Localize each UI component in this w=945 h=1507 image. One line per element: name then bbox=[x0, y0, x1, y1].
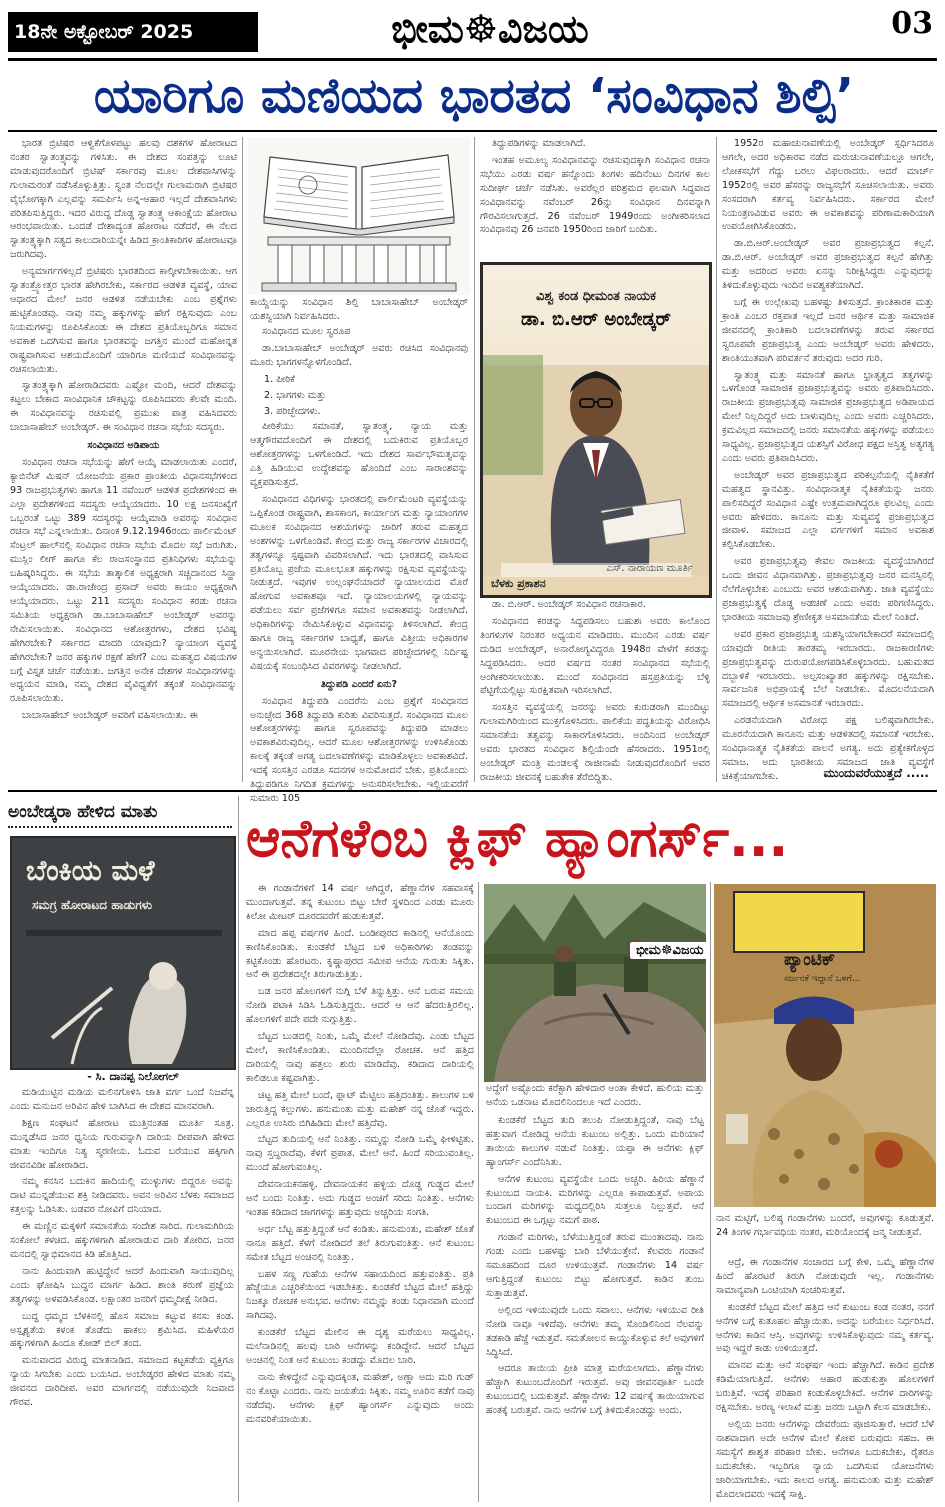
list-item: 1. ಪೀಠಿಕೆ bbox=[264, 373, 295, 385]
open-book-icon bbox=[248, 137, 470, 295]
column-divider bbox=[238, 796, 239, 1502]
paragraph: ಪೀಠಿಕೆಯು ಸಮಾನತೆ, ಸ್ವಾತಂತ್ರ್ಯ, ನ್ಯಾಯ ಮತ್ತು ಆತ್ಮಗೌರವದೊಂದಿಗೆ ಈ ದೇಶದಲ್ಲಿ ಬದುಕಿರುವ ಪ್ರತಿಯೊಬ್ಬರ ಆಶೋತ್ತರಗಳನ್ನು ಒಳಗೊಂಡಿದೆ. ಇದು ದೇಶದ ಸಾರ್ವಭೌಮತ್ವವನ್ನು ಎತ್ತಿ ಹಿಡಿಯುವ ಉದ್ದೇಶವನ್ನು ಹೊಂದಿದೆ ಎಂಬ ಸಾರಾಂಶವನ್ನು ವ್ಯಕ್ತಪಡಿಸುತ್ತದೆ. bbox=[250, 421, 468, 489]
elephant-photo-illustration bbox=[484, 884, 706, 1082]
lead-column-3-top bbox=[480, 137, 710, 261]
paragraph: ಆನೆಗಳ ಕುಟುಂಬ ವ್ಯವಸ್ಥೆಯೇ ಒಂದು ಅಚ್ಚರಿ. ಹಿರಿಯ ಹೆಣ್ಣಾನೆ ಕುಟುಂಬದ ನಾಯಕಿ. ಮರಿಗಳನ್ನು ಎಲ್ಲರೂ ಕಾಪಾಡುತ್ತವೆ. ಅಪಾಯ ಬಂದಾಗ ಮರಿಗಳನ್ನು ಮಧ್ಯದಲ್ಲಿರಿಸಿ ಸುತ್ತಲೂ ನಿಲ್ಲುತ್ತವೆ. ಆನೆ ಕುಟುಂಬದ ಈ ಒಗ್ಗಟ್ಟು ನಮಗೆ ಪಾಠ. bbox=[486, 1173, 704, 1227]
quote-body bbox=[10, 1086, 234, 1501]
paragraph: ನಮ್ಮ ಕನಸಿನ ಬದುಕಿನ ಹಾದಿಯಲ್ಲಿ ಮುಳ್ಳುಗಳು ಬಿದ್ದರೂ ಅವನ್ನು ದಾಟಿ ಮುನ್ನಡೆಯುವ ಶಕ್ತಿ ನೀಡಿದವರು. ಅವನ ಅರಿವಿನ ಬೆಳಕು ಸಮಾಜದ ಕತ್ತಲನ್ನು ಓಡಿಸಿತು. ಬಡವರ ನೋವಿಗೆ ದನಿಯಾದ. bbox=[10, 1176, 234, 1216]
poster-tagline: ಸರ್ಜನಕೆ ಇದ್ದಾನೆ ಒಳಗೆ... bbox=[784, 974, 861, 984]
paragraph: ಸಂವಿಧಾನ ರಚನಾ ಸಭೆಯನ್ನು ಹೇಗೆ ಆಯ್ಕೆ ಮಾಡಲಾಯಿತು ಎಂದರೆ, ಕ್ಯಾಬಿನೆಟ್ ಮಿಷನ್ ಯೋಜನೆಯ ಪ್ರಕಾರ ಪ್ರಾಂತೀಯ ವಿಧಾನಸಭೆಗಳಿಂದ 93 ರಾಜಪ್ರಭುತ್ವಗಳು ಹಾಗೂ 11 ನವೆಂಬರ್ ಆಡಳಿತ ಪ್ರದೇಶಗಳಿಂದ ಈ ಎಲ್ಲಾ ಪ್ರದೇಶಗಳಿಂದ ಸದಸ್ಯರು ಆಯ್ಕೆಯಾದರು. 10 ಲಕ್ಷ ಜನಸಂಖ್ಯೆಗೆ ಒಬ್ಬರಂತೆ ಒಟ್ಟು 389 ಸದಸ್ಯರನ್ನು ಆಯ್ಕೆಮಾಡಿ ಅವರನ್ನು ಸಂವಿಧಾನ ರಚನಾ ಸಭೆ ಎನ್ನಲಾಯಿತು. ದಿನಾಂಕ 9.12.1946ರಂದು ಪಾರ್ಲಿಮೆಂಟ್ ಸೆಂಟ್ರಲ್ ಹಾಲ್‌ನಲ್ಲಿ ಸಂವಿಧಾನ ರಚನಾ ಸಭೆಯ ಮೊದಲ ಸಭೆ ಜರುಗಿತು. ಮುಸ್ಲಿಂ ಲೀಗ್ ಹಾಗೂ ಕೆಲ ರಾಜಸಂಸ್ಥಾನದ ಪ್ರತಿನಿಧಿಗಳು ಸಭೆಯನ್ನು ಬಹಿಷ್ಕರಿಸಿದ್ದರು. ಈ ಸಭೆಯ ತಾತ್ಕಾಲಿಕ ಅಧ್ಯಕ್ಷರಾಗಿ ಸಚ್ಚಿದಾನಂದ ಸಿನ್ಹಾ ಆಯ್ಕೆಯಾದರು. ಡಾ.ರಾಜೇಂದ್ರ ಪ್ರಸಾದ್ ಅವರು ಕಾಯಂ ಅಧ್ಯಕ್ಷರಾಗಿ ಆಯ್ಕೆಯಾದರು. ಒಟ್ಟು 211 ಸದಸ್ಯರು ಸಂವಿಧಾನ ಕರಡು ರಚನಾ ಸಮಿತಿಯ ಅಧ್ಯಕ್ಷರಾಗಿ ಡಾ.ಬಾಬಾಸಾಹೇಬ್ ಅಂಬೇಡ್ಕರ್ ಅವರನ್ನು ನೇಮಿಸಲಾಯಿತು. ಸಂವಿಧಾನದ ಆಶೋತ್ತರಗಳು, ದೇಶದ ಭವಿಷ್ಯ ಹೇಗಿರಬೇಕು? ಸರ್ಕಾರದ ಮಾದರಿ ಯಾವುದು? ನ್ಯಾಯಾಂಗ ವ್ಯವಸ್ಥೆ ಹೇಗಿರಬೇಕು? ಜನರ ಹಕ್ಕುಗಳ ರಕ್ಷಣೆ ಹೇಗೆ? ಎಂಬ ಮಹತ್ವದ ವಿಷಯಗಳ ಬಗ್ಗೆ ವಿಸ್ತೃತ ಚರ್ಚೆ ನಡೆಯಿತು. ಜಗತ್ತಿನ ಅನೇಕ ದೇಶಗಳ ಸಂವಿಧಾನಗಳನ್ನು ಅಧ್ಯಯನ ಮಾಡಿ, ನಮ್ಮ ದೇಶದ ವೈವಿಧ್ಯತೆಗೆ ತಕ್ಕಂತೆ ಸಂವಿಧಾನವನ್ನು ರೂಪಿಸಲಾಯಿತು. bbox=[10, 456, 237, 705]
section-rule bbox=[8, 790, 937, 792]
paragraph: ಡಾ.ಬಿ.ಆರ್.ಅಂಬೇಡ್ಕರ್ ಅವರ ಪ್ರಜಾಪ್ರಭುತ್ವದ ಕಲ್ಪನೆ. ಡಾ.ಬಿ.ಆರ್. ಅಂಬೇಡ್ಕರ್ ಅವರ ಪ್ರಜಾಪ್ರಭುತ್ವದ ಕಲ್ಪನೆ ಹೇಗಿತ್ತು ಮತ್ತು ಅದರಿಂದ ಅವರು ಏನನ್ನು ನಿರೀಕ್ಷಿಸಿದ್ದರು ಎನ್ನುವುದನ್ನು ತಿಳಿದುಕೊಳ್ಳುವುದು ಇಂದಿನ ಅವಶ್ಯಕತೆಯಾಗಿದೆ. bbox=[722, 238, 934, 292]
paragraph: ಬುದ್ಧ ಧಮ್ಮದ ಬೆಳಕಿನಲ್ಲಿ ಹೊಸ ಸಮಾಜ ಕಟ್ಟುವ ಕನಸು ಕಂಡ. ಅಸ್ಪೃಶ್ಯತೆಯ ಕಳಂಕ ತೊಡೆದು ಹಾಕಲು ಶ್ರಮಿಸಿದ. ಮಹಿಳೆಯರ ಹಕ್ಕುಗಳಿಗಾಗಿ ಹಿಂದೂ ಕೋಡ್ ಬಿಲ್ ತಂದ. bbox=[10, 1310, 234, 1350]
paragraph: ತಿದ್ದುಪಡಿಗಳನ್ನು ಮಾಡಲಾಗಿದೆ. bbox=[492, 138, 586, 149]
paragraph: ಕುಂಡಕೆರೆ ಬೆಟ್ಟದ ಮೇಲೆ ಹತ್ತಿದ ಆನೆ ಕುಟುಂಬ ಕಂಡ ನಂತರ, ನನಗೆ ಆನೆಗಳ ಬಗ್ಗೆ ಕುತೂಹಲ ಹೆಚ್ಚಾಯಿತು. ಅದನ್ನು ಬರೆಯಲು ನಿರ್ಧರಿಸಿದೆ. ಆನೆಗಳು ಕಾಡಿನ ಆಸ್ತಿ. ಅವುಗಳನ್ನು ಉಳಿಸಿಕೊಳ್ಳುವುದು ನಮ್ಮ ಕರ್ತವ್ಯ. ಅವು ಇದ್ದರೆ ಕಾಡು ಉಳಿಯುತ್ತದೆ. bbox=[716, 1301, 934, 1355]
feature-column-2 bbox=[486, 1114, 704, 1502]
book-cover-title: ಬೆಂಕಿಯ ಮಳೆ bbox=[26, 854, 155, 887]
lead-column-1 bbox=[10, 137, 237, 782]
paragraph: ಸ್ವಾತಂತ್ರ್ಯ ಮತ್ತು ಸಮಾನತೆ ಹಾಗೂ ಭ್ರಾತೃತ್ವದ ತತ್ವಗಳನ್ನು ಒಳಗೊಂಡ ಸಾಮಾಜಿಕ ಪ್ರಜಾಪ್ರಭುತ್ವವನ್ನು ಅವರು ಪ್ರತಿಪಾದಿಸಿದರು. ರಾಜಕೀಯ ಪ್ರಜಾಪ್ರಭುತ್ವವು ಸಾಮಾಜಿಕ ಪ್ರಜಾಪ್ರಭುತ್ವದ ಅಡಿಪಾಯದ ಮೇಲೆ ನಿಲ್ಲದಿದ್ದರೆ ಅದು ಬಾಳುವುದಿಲ್ಲ ಎಂದು ಅವರು ಎಚ್ಚರಿಸಿದರು. ಕ್ರಮವಿಲ್ಲದ ಸಮಾಜದಲ್ಲಿ ಜನರು ಸಮಾನತೆಯ ಹಕ್ಕುಗಳನ್ನು ಪಡೆಯಲು ಸಾಧ್ಯವಿಲ್ಲ. ಪ್ರಜಾಪ್ರಭುತ್ವದ ಯಶಸ್ಸಿಗೆ ವಿರೋಧ ಪಕ್ಷದ ಅಸ್ತಿತ್ವ ಅತ್ಯಗತ್ಯ ಎಂದು ಅವರು ಪ್ರತಿಪಾದಿಸಿದರು. bbox=[722, 369, 934, 464]
cover-name: ಡಾ. ಬಿ.ಆರ್ ಅಂಬೇಡ್ಕರ್ bbox=[521, 309, 671, 330]
paragraph: ಅನ್ಯಮಾರ್ಗಗಳಿಲ್ಲದೆ ಬ್ರಿಟಿಷರು ಭಾರತದಿಂದ ಕಾಲ್ಕೀಳಬೇಕಾಯಿತು. ಆಗ ಸ್ವಾತಂತ್ರ್ಯೋತ್ತರ ಭಾರತ ಹೇಗಿರಬೇಕು, ಸರ್ಕಾರದ ಆಡಳಿತ ವ್ಯವಸ್ಥೆ, ಯಾವ ಆಧಾರದ ಮೇಲೆ ಜನರ ಆಡಳಿತ ನಡೆಯಬೇಕು ಎಂಬ ಪ್ರಶ್ನೆಗಳು ಹುಟ್ಟಿಕೊಂಡವು. ನಾವು ನಮ್ಮ ಹಕ್ಕುಗಳನ್ನು ಹೇಗೆ ರಕ್ಷಿಸುವುದು ಎಂಬ ನಿಯಮಗಳನ್ನು ರೂಪಿಸಿಕೊಂಡು ಈ ದೇಶದ ಪ್ರತಿಯೊಬ್ಬರಿಗೂ ಸಮಾನ ಅವಕಾಶ ಒದಗಿಸುವ ಹಾಗೂ ಭಾರತವನ್ನು ಜಗತ್ತಿನ ಮುಂದೆ ಮಹೋನ್ನತ ರಾಷ್ಟ್ರವಾಗಿಸುವ ಆಶಯದೊಂದಿಗೆ ಯಾರಿಗೂ ಮಣಿಯದೆ ಸಂವಿಧಾನವನ್ನು ರಚಿಸಲಾಯಿತು. bbox=[10, 266, 237, 375]
constitution-book-image bbox=[248, 137, 470, 295]
paragraph: ಬೆಟ್ಟದ ತುದಿಯಲ್ಲಿ ಆನೆ ನಿಂತಿತ್ತು. ನಮ್ಮನ್ನು ನೋಡಿ ಒಮ್ಮೆ ಘೀಳಿಟ್ಟಿತು. ನಾವು ಸ್ತಬ್ಧರಾದೆವು. ಕೆಳಗೆ ಪ್ರಪಾತ. ಮೇಲೆ ಆನೆ. ಹಿಂದೆ ಸರಿಯುವಂತಿಲ್ಲ. ಮುಂದೆ ಹೋಗುವಂತಿಲ್ಲ. bbox=[246, 1134, 474, 1174]
poster-caption: ನಾನ ಮಟ್ಟಿಗೆ, ಬಲಿಷ್ಠ ಗಂಡಾನೆಗಳು ಬಂದರೆ, ಅವುಗಳನ್ನು ಕೂಡುತ್ತವೆ. 24 ತಿಂಗಳ ಗರ್ಭಾವಧಿಯ ನಂತರ, ಮರಿಯೊಂದಕ್ಕೆ ಜನ್ಮ ನೀಡುತ್ತವೆ. bbox=[716, 1213, 934, 1238]
list-item: 2. ಭಾಗಗಳು ಮತ್ತು bbox=[264, 389, 326, 401]
benkiya-male-book-cover bbox=[10, 836, 236, 1070]
masthead bbox=[0, 0, 945, 58]
continued-note: ಮುಂದುವರೆಯುತ್ತದೆ ..... bbox=[823, 766, 929, 780]
paragraph: ಈ ಮಣ್ಣಿನ ಮಕ್ಕಳಿಗೆ ಸಮಾನತೆಯ ಸಂದೇಶ ಸಾರಿದ. ಗುಲಾಮಗಿರಿಯ ಸಂಕೋಲೆ ಕಳಚಿದ. ಹಕ್ಕುಗಳಿಗಾಗಿ ಹೋರಾಡುವ ದಾರಿ ತೋರಿದ. ಜನರ ಮನದಲ್ಲಿ ಸ್ವಾಭಿಮಾನದ ಕಿಡಿ ಹೊತ್ತಿಸಿದ. bbox=[10, 1221, 234, 1260]
paragraph: ಸಂವಿಧಾನದ ಮೂಲ ಸ್ವರೂಪ bbox=[262, 326, 351, 337]
column-divider bbox=[710, 882, 711, 1502]
movie-poster-image bbox=[714, 884, 936, 1207]
cover-publisher: ಬೆಳಕು ಪ್ರಕಾಶನ bbox=[491, 577, 546, 590]
paragraph: ಮನುವಾದದ ವಿರುದ್ಧ ಮಾತನಾಡಿದ. ಸಮಾಜದ ಕಟ್ಟಕಡೆಯ ವ್ಯಕ್ತಿಗೂ ನ್ಯಾಯ ಸಿಗಬೇಕು ಎಂದು ಬಯಸಿದ. ಅಂಬೇಡ್ಕರರ ಹೇಳಿದ ಮಾತು ನಮ್ಮ ಜೀವನದ ದಾರಿದೀಪ. ಅವರ ಮಾರ್ಗದಲ್ಲಿ ನಡೆಯುವುದೇ ನಿಜವಾದ ಗೌರವ. bbox=[10, 1355, 234, 1409]
paragraph: ಅರ್ಧ ಬೆಟ್ಟ ಹತ್ತುತ್ತಿದ್ದಂತೆ ಆನೆ ಕಂಡಿತು. ಹನುಮಂತು, ಮಹೇಶ್ ಜೊತೆ ನಾನೂ ಹತ್ತಿದೆ. ಕೆಳಗೆ ನೋಡಿದರೆ ತಲೆ ತಿರುಗುವಂತಿತ್ತು. ಆನೆ ಕುಟುಂಬ ಸಮೇತ ಬೆಟ್ಟದ ಅಂಚಿನಲ್ಲಿ ನಿಂತಿತ್ತು. bbox=[246, 1223, 474, 1263]
paragraph: ದೇವನಾಯಕನಹಳ್ಳಿ. ದೇವನಾಯಕನ ಹಳ್ಳಿಯ ದೊಡ್ಡ ಗುಡ್ಡದ ಮೇಲೆ ಆನೆ ಬಂದು ನಿಂತಿತ್ತು. ಅದು ಗುಡ್ಡದ ಅಂಚಿಗೆ ಸರಿದು ನಿಂತಿತ್ತು. ಆನೆಗಳು ಇಂತಹ ಕಡಿದಾದ ಜಾಗಗಳನ್ನು ಹತ್ತುವುದು ಅಚ್ಚರಿಯ ಸಂಗತಿ. bbox=[246, 1179, 474, 1218]
elephant-patrol-photo bbox=[484, 884, 706, 1082]
paragraph: ಬಗ್ಗೆ ಈ ಉಲ್ಲೇಖವು ಬಹಳಷ್ಟು ತಿಳಿಸುತ್ತದೆ. ಕ್ರಾಂತಿಕಾರಕ ಮತ್ತು ಕ್ರಾಂತಿ ಎಂಬರ ರಕ್ತಪಾತ ಇಲ್ಲದೆ ಜನರ ಆರ್ಥಿಕ ಮತ್ತು ಸಾಮಾಜಿಕ ಜೀವನದಲ್ಲಿ ಕ್ರಾಂತಿಕಾರಿ ಬದಲಾವಣೆಗಳನ್ನು ತರುವ ಸರ್ಕಾರದ ಸ್ವರೂಪವೇ ಪ್ರಜಾಪ್ರಭುತ್ವ ಎಂದು ಅಂಬೇಡ್ಕರ್ ಅವರು ಹೇಳಿದರು. ಶಾಂತಿಯುತವಾಗಿ ಪರಿವರ್ತನೆ ತರುವುದು ಅದರ ಗುರಿ. bbox=[722, 296, 934, 364]
paragraph: ಅವರ ಪ್ರಕಾರ ಪ್ರಜಾಪ್ರಭುತ್ವ ಯಶಸ್ವಿಯಾಗಬೇಕಾದರೆ ಸಮಾಜದಲ್ಲಿ ಯಾವುದೇ ರೀತಿಯ ತಾರತಮ್ಯ ಇರಬಾರದು. ರಾಜಕಾರಣಿಗಳು ಪ್ರಜಾಪ್ರಭುತ್ವವನ್ನು ದುರುಪಯೋಗಪಡಿಸಿಕೊಳ್ಳಬಾರದು. ಬಹುಮತದ ದಬ್ಬಾಳಿಕೆ ಇರಬಾರದು. ಅಲ್ಪಸಂಖ್ಯಾತರ ಹಕ್ಕುಗಳನ್ನು ರಕ್ಷಿಸಬೇಕು. ಸಾರ್ವಜನಿಕ ಅಭಿಪ್ರಾಯಕ್ಕೆ ಬೆಲೆ ನೀಡಬೇಕು. ಮೊದಲನೆಯದಾಗಿ ಸಮಾಜದಲ್ಲಿ ಆರ್ಥಿಕ ಅಸಮಾನತೆ ಇರಬಾರದು. bbox=[722, 628, 934, 710]
page-number: 03 bbox=[891, 6, 933, 41]
column-divider bbox=[474, 137, 475, 782]
paragraph: ಅಲ್ಲಿಯ ಜನರು ಆನೆಗಳನ್ನು ದೇವರೆಂದು ಪೂಜಿಸುತ್ತಾರೆ. ಆದರೆ ಬೆಳೆ ನಾಶವಾದಾಗ ಅದೇ ಆನೆಗಳ ಮೇಲೆ ಕೋಪ ಬರುವುದು ಸಹಜ. ಈ ಸಮಸ್ಯೆಗೆ ಶಾಶ್ವತ ಪರಿಹಾರ ಬೇಕು. ಆನೆಗಳೂ ಬದುಕಬೇಕು, ರೈತರೂ ಬದುಕಬೇಕು. ಇಬ್ಬರಿಗೂ ನ್ಯಾಯ ಒದಗಿಸುವ ಯೋಜನೆಗಳು ಜಾರಿಯಾಗಬೇಕು. ಇದು ಕಾಲದ ಅಗತ್ಯ. ಹನುಮಂತು ಮತ್ತು ಮಹೇಶ್ ಮೊದಲಾದವರು ಇದಕ್ಕೆ ಸಾಕ್ಷಿ. bbox=[716, 1418, 934, 1500]
paragraph: ಭಾರತ ಬ್ರಿಟಿಷರ ಆಳ್ವಿಕೆಗೊಳಪಟ್ಟು ಹಲವು ದಶಕಗಳ ಹೋರಾಟದ ನಂತರ ಸ್ವಾತಂತ್ರ್ಯವನ್ನು ಗಳಿಸಿತು. ಈ ದೇಶದ ಸಂಪತ್ತನ್ನು ಲೂಟಿ ಮಾಡುವುದರೊಂದಿಗೆ ಬ್ರಿಟಿಷ್ ಸರ್ಕಾರವು ಮೂಲ ದೇಶವಾಸಿಗಳನ್ನು ಗುಲಾಮರಂತೆ ನಡೆಸಿಕೊಳ್ಳುತ್ತಿತ್ತು. ಸ್ವಂತ ನೆಲದಲ್ಲೇ ಗುಲಾಮರಾಗಿ ಬ್ರಿಟಿಷರ ವೈಭೋಗಕ್ಕಾಗಿ ಎಲ್ಲವನ್ನು ಸಮರ್ಪಿಸಿ ಅನ್ನ-ಆಹಾರ ಇಲ್ಲದೆ ದೇಶವಾಸಿಗಳು ಪರಿತಪಿಸುತ್ತಿದ್ದರು. ಇದರ ವಿರುದ್ಧ ದೊಡ್ಡ ಸ್ವಾತಂತ್ರ್ಯ ಆಕಾಂಕ್ಷೆಯ ಹೋರಾಟ ಆರಂಭವಾಯಿತು. ಒಂದಡೆ ದೇಶಾದ್ಯಂತ ಹೋರಾಟ ನಡೆದರೆ, ಈ ನೆಲದ ಸ್ವಾತಂತ್ರ್ಯಕ್ಕಾಗಿ ಸತ್ಯದ ಕಾಲುದಾರಿಯನ್ನೇ ಹಿಡಿದ ಕ್ರಾಂತಿಕಾರಿಗಳ ಹೋರಾಟವೂ ಜರುಗಿದವು. bbox=[10, 138, 237, 261]
paragraph: ಶಿಕ್ಷಣ ಸಂಘಟನೆ ಹೋರಾಟ ಮುತ್ತಿನಂತಹ ಮೂರ್ತಿ ಸೂತ್ರ. ಮುನ್ನಡೆಸಿದ ಜನರ ಧ್ವನಿಯ ಗುರುವನ್ನಾಗಿ ದಾರಿಯ ದೀಪವಾಗಿ ಹೇಳಿದ ಮಾತು ಇಂದಿಗೂ ನಿತ್ಯ ಸ್ಮರಣೀಯ. ಓದುವ ಬರೆಯುವ ಹಕ್ಕಿಗಾಗಿ ಜೀವನವಿಡೀ ಹೋರಾಡಿದ. bbox=[10, 1117, 234, 1171]
column-divider bbox=[716, 137, 717, 782]
headline-rule bbox=[8, 130, 937, 132]
lead-column-3-bottom bbox=[480, 598, 710, 782]
paragraph: ಬಡ ಜನರ ಹೊಲಗಳಿಗೆ ನುಗ್ಗಿ ಬೆಳೆ ತಿನ್ನುತ್ತಿತ್ತು. ಆನೆ ಬರುವ ಸಮಯ ನೋಡಿ ಪಟಾಕಿ ಸಿಡಿಸಿ ಓಡಿಸುತ್ತಿದ್ದರು. ಆದರೆ ಆ ಆನೆ ಹೆದರುತ್ತಿರಲಿಲ್ಲ. ಹೊಲಗಳಿಗೆ ಪದೇ ಪದೇ ನುಗ್ಗುತ್ತಿತ್ತು. bbox=[246, 986, 474, 1026]
paragraph: ಮಾನವ ಮತ್ತು ಆನೆ ಸಂಘರ್ಷ ಇಂದು ಹೆಚ್ಚಾಗಿದೆ. ಕಾಡಿನ ಪ್ರದೇಶ ಕಡಿಮೆಯಾಗುತ್ತಿದೆ. ಆನೆಗಳು ಆಹಾರ ಹುಡುಕುತ್ತಾ ಹೊಲಗಳಿಗೆ ಬರುತ್ತಿವೆ. ಇದಕ್ಕೆ ಪರಿಹಾರ ಕಂಡುಕೊಳ್ಳಬೇಕಿದೆ. ಆನೆಗಳ ದಾರಿಗಳನ್ನು ರಕ್ಷಿಸಬೇಕು. ಅರಣ್ಯ ಇಲಾಖೆ ಮತ್ತು ಜನರು ಒಟ್ಟಾಗಿ ಕೆಲಸ ಮಾಡಬೇಕು. bbox=[716, 1360, 934, 1414]
paragraph: ಕುಂಡಕೆರೆ ಬೆಟ್ಟದ ತುದಿ ತಲುಪಿ ನೋಡುತ್ತಿದ್ದಂತೆ, ನಾವು ಬೆಟ್ಟ ಹತ್ತುವಾಗ ನೋಡಿದ್ದ ಆನೆಯ ಕುಟುಂಬ ಅಲ್ಲಿತ್ತು. ಒಂದು ಮರಿಯಾನೆ ತಾಯಿಯ ಕಾಲುಗಳ ನಡುವೆ ನಿಂತಿತ್ತು. ಯಪ್ಪಾ ಈ ಆನೆಗಳು ಕ್ಲಿಫ್ ಹ್ಯಾಂಗರ್ಸ್ ಎಂದೆನಿಸಿತು. bbox=[486, 1115, 704, 1168]
paragraph: 1952ರ ಮಹಾಚುನಾವಣೆಯಲ್ಲಿ ಅಂಬೇಡ್ಕರ್ ಸ್ಪರ್ಧಿಸಿದರೂ ಆಗಲೇ, ಅದರ ಅಧಿಕಾರವ ನಡೆದ ಮರುಚುನಾವಣೆಯಲ್ಲೂ ಆಗಲೇ, ಲೋಕಸಭೆಗೆ ಗೆದ್ದು ಬರಲು ವಿಫಲರಾದರು. ಆದರೆ ಮಾರ್ಚ್ 1952ರಲ್ಲಿ ಅವರ ಹೆಸರನ್ನು ರಾಜ್ಯಸಭೆಗೆ ಸೂಚಿಸಲಾಯಿತು. ಅವರು ಸಂಸದರಾಗಿ ಕರ್ತವ್ಯ ನಿರ್ವಹಿಸಿದರು. ಸರ್ಕಾರದ ಮೇಲೆ ನಿಯಂತ್ರಣವಿಡುವ ಅವರು ಈ ಅವಕಾಶವನ್ನು ಪರಿಣಾಮಕಾರಿಯಾಗಿ ಉಪಯೋಗಿಸಿಕೊಂಡರು. bbox=[722, 138, 934, 233]
paragraph: ಅವರ ಪ್ರಜಾಪ್ರಭುತ್ವವು ಕೇವಲ ರಾಜಕೀಯ ವ್ಯವಸ್ಥೆಯಾಗಿರದೆ ಒಂದು ಜೀವನ ವಿಧಾನವಾಗಿತ್ತು. ಪ್ರಜಾಪ್ರಭುತ್ವವು ಜನರ ಮನಸ್ಸಿನಲ್ಲಿ ನೆಲೆಗೊಳ್ಳಬೇಕು ಎಂಬುದು ಅವರ ಆಶಯವಾಗಿತ್ತು. ಜಾತಿ ವ್ಯವಸ್ಥೆಯು ಪ್ರಜಾಪ್ರಭುತ್ವಕ್ಕೆ ದೊಡ್ಡ ಅಡಚಣೆ ಎಂದು ಅವರು ಪರಿಗಣಿಸಿದ್ದರು. ಭಾರತೀಯ ಸಮಾಜವು ಶ್ರೇಣೀಕೃತ ಅಸಮಾನತೆಯ ಮೇಲೆ ನಿಂತಿದೆ. bbox=[722, 556, 934, 623]
paragraph: ಗಂಡಾನೆ ಮರಿಗಳು, ಬೆಳೆಯುತ್ತಿದ್ದಂತೆ ತರುವ ಮುಂತಾದವು. ನಾನು ಗಂಡು ಎಂದು ಬಹಳಷ್ಟು ಬಾರಿ ಬೆಳೆಯುತ್ತೇನೆ. ಕೆಲವರು ಗಂಡಾನೆ ಸಮೂಹದಿಂದ ದೂರ ಉಳಿಯುತ್ತವೆ. ಗಂಡಾನೆಗಳು 14 ವರ್ಷ ಆಗುತ್ತಿದ್ದಂತೆ ಕುಟುಂಬ ಬಿಟ್ಟು ಹೋಗುತ್ತವೆ. ಕಾಡಿನ ತುಂಬ ಸುತ್ತಾಡುತ್ತವೆ. bbox=[486, 1232, 704, 1299]
paragraph: ಸ್ವಾತಂತ್ರ್ಯಕ್ಕಾಗಿ ಹೋರಾಡಿದವರು ಎಷ್ಟೋ ಮಂದಿ, ಆದರೆ ದೇಶವನ್ನು ಕಟ್ಟಲು ಬೇಕಾದ ಸಾಂವಿಧಾನಿಕ ಚೌಕಟ್ಟನ್ನು ರೂಪಿಸಿದವರು ಕೆಲವೇ ಮಂದಿ. ಈ ಸಂವಿಧಾನವನ್ನು ರಚಿಸುವಲ್ಲಿ ಪ್ರಮುಖ ಪಾತ್ರ ವಹಿಸಿದವರು ಬಾಬಾಸಾಹೇಬ್ ಅಂಬೇಡ್ಕರ್. ಈ ಸಂವಿಧಾನ ರಚನಾ ಸಭೆಯ ಸದಸ್ಯರು. bbox=[10, 380, 237, 434]
paragraph: ಆದ್ರೆ, ಈ ಗಂಡಾನೆಗಳ ಸಂಚಾರದ ಬಗ್ಗೆ ಕೇಳಿ. ಒಮ್ಮೆ ಹೆಣ್ಣಾನೆಗಳ ಹಿಂದೆ ಹೊರಟರೆ ತಿರುಗಿ ನೋಡುವುದೇ ಇಲ್ಲ. ಗಂಡಾನೆಗಳು ಸಾಮಾನ್ಯವಾಗಿ ಒಂಟಿಯಾಗಿ ಸಂಚರಿಸುತ್ತವೆ. bbox=[716, 1257, 934, 1296]
paragraph: ಈ ಗಂಡಾನೆಗಳಿಗೆ 14 ವರ್ಷ ಆಗಿದ್ದರೆ, ಹೆಣ್ಣಾನೆಗಳ ಸಹವಾಸಕ್ಕೆ ಮುಂದಾಗುತ್ತವೆ. ತನ್ನ ಕುಟುಂಬ ಬಿಟ್ಟು ಬೇರೆ ಸ್ಥಳದಿಂದ ಎರಡು ಮೂರು ಕಿಲೋ ಮೀಟರ್ ದೂರದವರೆಗೆ ಹುಡುಕುತ್ತವೆ. bbox=[246, 883, 474, 922]
paragraph: ಇಂತಹ ಅಮೂಲ್ಯ ಸಂವಿಧಾನವನ್ನು ರಚಿಸುವುದಕ್ಕಾಗಿ ಸಂವಿಧಾನ ರಚನಾ ಸಭೆಯು ಎರಡು ವರ್ಷ ಹನ್ನೊಂದು ತಿಂಗಳು ಹದಿನೆಂಟು ದಿನಗಳ ಕಾಲ ಸುದೀರ್ಘ ಚರ್ಚೆ ನಡೆಸಿತು. ಅವರೆಲ್ಲರ ಪರಿಶ್ರಮದ ಫಲವಾಗಿ ಸಿದ್ಧವಾದ ಸಂವಿಧಾನವನ್ನು ನವೆಂಬರ್ 26ನ್ನು ಸಂವಿಧಾನ ದಿನವನ್ನಾಗಿ ಗೌರವಿಸಲಾಗುತ್ತದೆ. 26 ನವೆಂಬರ್ 1949ರಂದು ಅಂಗೀಕರಿಸಲಾದ ಸಂವಿಧಾನವು 26 ಜನವರಿ 1950ರಿಂದ ಜಾರಿಗೆ ಬಂದಿತು. bbox=[480, 154, 710, 236]
paragraph: ನಾನು ಕೇಳಿದ್ದೇನೆ ಎನ್ನುವುದಕ್ಕಿಂತ, ಮಹೇಶ್, ಅಣ್ಣಾ ಅದು ಮರಿ ಗುಡ್ ನಂ ಕೊಟ್ಟಾ ಎಂದರು. ನಾನು ಜಯತೆಯ ಸಿಕ್ಕಿತು. ನಮ್ಮ ಊರಿನ ಕಡೆಗೆ ನಾವು ನಡೆದೆವು. ಆನೆಗಳು ಕ್ಲಿಫ್ ಹ್ಯಾಂಗರ್ಸ್ ಎನ್ನುವುದು ಅಂದು ಮನವರಿಕೆಯಾಯಿತು. bbox=[246, 1371, 474, 1425]
masthead-rule bbox=[8, 58, 937, 61]
paragraph: ಡಾ. ಬಿ.ಆರ್. ಅಂಬೇಡ್ಕರ್ ಸಂವಿಧಾನ ರಚನಾಕಾರ. bbox=[492, 599, 646, 610]
feature-headline: ಆನೆಗಳೆಂಬ ಕ್ಲಿಫ್ ಹ್ಯಾಂಗರ್ಸ್... bbox=[246, 809, 789, 869]
book-cover-subtitle: ಸಮಗ್ರ ಹೋರಾಟದ ಹಾಡುಗಳು bbox=[32, 898, 153, 912]
paragraph: ಸಂಸತ್ತಿನ ವ್ಯವಸ್ಥೆಯಲ್ಲಿ ಜನರನ್ನು ಅವರು ಕುರುಡರಾಗಿ ಮುಂದಿಟ್ಟು ಗುಲಾಮಗಿರಿಯಿಂದ ಮುಕ್ತಗೊಳಿಸಿದರು. ಪಾಲಿಕೆಯ ಪದ್ಧತಿಯನ್ನು ವಿರೋಧಿಸಿ ಸಮಾನತೆಯ ತತ್ವವನ್ನು ಸಾಕಾರಗೊಳಿಸಿದರು. ಅಂದಿನಿಂದ ಅಂಬೇಡ್ಕರ್ ಅವರು ಭಾರತದ ಸಂವಿಧಾನ ಶಿಲ್ಪಿಯೆಂದೇ ಹೆಸರಾದರು. 1951ರಲ್ಲಿ ಅಂಬೇಡ್ಕರ್ ಮಂತ್ರಿ ಮಂಡಲಕ್ಕೆ ರಾಜೀನಾಮೆ ನೀಡುವುದರೊಂದಿಗೆ ಅವರ ರಾಜಕೀಯ ಜೀವನಕ್ಕೆ ಬಹುತೇಕ ತೆರೆಬಿದ್ದಿತು. bbox=[480, 702, 710, 783]
feature-column-1 bbox=[246, 882, 474, 1502]
cover-kicker: ವಿಶ್ವ ಕಂಡ ಧೀಮಂತ ನಾಯಕ bbox=[535, 289, 657, 304]
paragraph: ಬಹಳ ಸಣ್ಣ ಗುಹೆಯ ಆನೆಗಳ ಸಹಾಯದಿಂದ ಹತ್ತುವಂತಿತ್ತು. ಪ್ರತಿ ಹೆಜ್ಜೆಯೂ ಎಚ್ಚರಿಕೆಯಿಂದ ಇಡಬೇಕಿತ್ತು. ಕುಂಡಕೆರೆ ಬೆಟ್ಟದ ಮೇಲೆ ಹತ್ತಿದ್ದು ನಿಜಕ್ಕೂ ರೋಚಕ ಅನುಭವ. ಆನೆಗಳು ನಮ್ಮನ್ನು ಕಂಡು ನಿಧಾನವಾಗಿ ಮುಂದೆ ಸಾಗಿದವು. bbox=[246, 1268, 474, 1322]
photo-caption: ಅದ್ದೇಗೆ ಅಷ್ಟೊಂದು ಕರೆಕ್ಟಾಗಿ ಹೇಳಿದಾರ ಅಂತಾ ಕೇಳಿದೆ. ಹುಲಿಯ ಮತ್ತು ಆನೆಯ ಒಡನಾಟ ಮೊದಲಿನಿಂದಲೂ ಇದೆ ಎಂದರು. bbox=[486, 1083, 704, 1108]
cover-author: ಎಸ್. ನಾರಾಯಣ ಮೂರ್ತಿ bbox=[606, 563, 693, 574]
lead-headline: ಯಾರಿಗೂ ಮಣಿಯದ ಭಾರತದ ‘ಸಂವಿಧಾನ ಶಿಲ್ಪಿ’ bbox=[93, 68, 855, 124]
quote-author: - ಸಿ. ದಾನಪ್ಪ ನಿಲೋಗಲ್ bbox=[87, 1070, 179, 1083]
paragraph: ಡಾ.ಬಾಬಾಸಾಹೇಬ್ ಅಂಬೇಡ್ಕರ್ ಅವರು ರಚಿಸಿದ ಸಂವಿಧಾನವು ಮೂರು ಭಾಗಗಳನ್ನೊಳಗೊಂಡಿದೆ. bbox=[250, 342, 468, 368]
ambedkar-book-cover bbox=[480, 262, 712, 598]
subheading: ಸಂವಿಧಾನದ ಅಡಿಪಾಯ bbox=[87, 440, 160, 452]
paragraph: ಅಲ್ಲಿಂದ ಇಳಿಯುವುದೇ ಒಂದು ಸವಾಲು. ಆನೆಗಳು ಇಳಿಯುವ ರೀತಿ ನೋಡಿ ನಾವೂ ಇಳಿದೆವು. ಆನೆಗಳು ತಮ್ಮ ಸೊಂಡಿಲಿನಿಂದ ನೆಲವನ್ನು ತಡಕಾಡಿ ಹೆಜ್ಜೆ ಇಡುತ್ತವೆ. ಸಮತೋಲನ ಕಾಯ್ದುಕೊಳ್ಳುವ ಕಲೆ ಅವುಗಳಿಗೆ ಸಿದ್ಧಿಸಿದೆ. bbox=[486, 1304, 704, 1358]
paragraph: ಮಾದ ಹಪ್ಪ ವರ್ಷಗಳ ಹಿಂದೆ. ಬಂಡೀಪುರದ ಕಾಡಿನಲ್ಲಿ ಆನೆಯೊಂದು ಕಾಣಿಸಿಕೊಂಡಿತು. ಕುಂಡಕೆರೆ ಬೆಟ್ಟದ ಬಳಿ ಅಧಿಕಾರಿಗಳು ತಂಡವನ್ನು ಕಟ್ಟಿಕೊಂಡು ಹೊರಟರು. ಕೃಷ್ಣಾಪುರದ ಸಮೀಪ ಆನೆಯ ಗುರುತು ಸಿಕ್ಕಿತು. ಆನೆ ಈ ಪ್ರದೇಶದಲ್ಲೇ ತಿರುಗಾಡುತ್ತಿತ್ತು. bbox=[246, 927, 474, 981]
subheading: ತಿದ್ದುಪಡಿ ಎಂದರೆ ಏನು? bbox=[320, 678, 398, 690]
feature-column-3 bbox=[716, 1256, 934, 1502]
paragraph: ಚಿಟ್ಟ ಹತ್ತಿ ಮೇಲೆ ಬಂದೆ, ಫ್ಲಾಟ್ ಮೆಟ್ಟಿಲು ಹತ್ತಿದಂತಿತ್ತು. ಕಾಲುಗಳ ಬಳಿ ಜಾರುತ್ತಿದ್ದ ಕಲ್ಲುಗಳು. ಹನುಮಂತು ಮತ್ತು ಮಹೇಶ್ ನನ್ನ ಜೊತೆ ಇದ್ದರು. ಎಲ್ಲರೂ ಉಸಿರು ಬಿಗಿಹಿಡಿದು ಮೇಲೆ ಹತ್ತಿದೆವು. bbox=[246, 1089, 474, 1129]
paragraph: ಮಡಿಯುಟ್ಟಿನ ಮಡಿಯ ಮಲಿನಗೊಳಿಸಿ ಜಾತಿ ವರ್ಗ ಒಂದೆ ನಿಜವೆನ್ನ ಎಂದು ಮನುಜನ ಅರಿವಿನ ಹೇಳಿ ಬಾಗಿಸಿದ ಈ ದೇಶದ ಮಾನವರಾಗಿ. bbox=[10, 1087, 234, 1112]
paragraph: ಬಾಬಾಸಾಹೇಬ್ ಅಂಬೇಡ್ಕರ್ ಅವರಿಗೆ ವಹಿಸಲಾಯಿತು. ಈ bbox=[22, 710, 198, 722]
photo-watermark: ಭೀಮ☸ವಿಜಯ bbox=[630, 942, 710, 959]
paragraph: ಕುಂಡಕೆರೆ ಬೆಟ್ಟದ ಮೇಲಿನ ಈ ದೃಶ್ಯ ಮರೆಯಲು ಸಾಧ್ಯವಿಲ್ಲ. ಮಲೆನಾಡಿನಲ್ಲಿ ಹಲವು ಬಾರಿ ಆನೆಗಳನ್ನು ಕಂಡಿದ್ದೇನೆ. ಆದರೆ ಬೆಟ್ಟದ ಅಂಚಿನಲ್ಲಿ ನಿಂತ ಆನೆ ಕುಟುಂಬ ಕಂಡದ್ದು ಮೊದಲ ಬಾರಿ. bbox=[246, 1327, 474, 1366]
paragraph: ಸಂವಿಧಾನ ತಿದ್ದುಪಡಿ ಎಂದರೆನು ಎಂಬ ಪ್ರಶ್ನೆಗೆ ಸಂವಿಧಾನದ ಅನುಚ್ಛೇದ 368 ತಿದ್ದುಪಡಿ ಕುರಿತು ವಿವರಿಸುತ್ತದೆ. ಸಂವಿಧಾನದ ಮೂಲ ಆಶೋತ್ತರಗಳನ್ನು ಹಾಗೂ ಸ್ವರೂಪವನ್ನು ತಿದ್ದುಪಡಿ ಮಾಡಲು ಅವಕಾಶವಿರುವುದಿಲ್ಲ. ಆದರೆ ಮೂಲ ಆಶೋತ್ತರಗಳನ್ನು ಉಳಿಸಿಕೊಂಡು ಕಾಲಕ್ಕೆ ತಕ್ಕಂತೆ ಅಗತ್ಯ ಬದಲಾವಣೆಗಳನ್ನು ಮಾಡಿಕೊಳ್ಳಲು ಅವಕಾಶವಿದೆ. ಇದಕ್ಕೆ ಸಂಸತ್ತಿನ ಎರಡೂ ಸದನಗಳ ಅನುಮೋದನೆ ಬೇಕು. ಪ್ರತಿಯೊಂದು ತಿದ್ದುಪಡಿಗೂ ನಿಗದಿತ ಕ್ರಮಗಳನ್ನು ಅನುಸರಿಸಲೇಬೇಕು. ಇಲ್ಲಿಯವರೆಗೆ ಸುಮಾರು 105 bbox=[250, 695, 468, 804]
paragraph: ಸಂವಿಧಾನದ ವಿಧಿಗಳನ್ನು ಭಾರತದಲ್ಲಿ ಪಾರ್ಲಿಮೆಂಟರಿ ವ್ಯವಸ್ಥೆಯನ್ನು ಒಪ್ಪಿಕೊಂಡ ರಾಷ್ಟ್ರವಾಗಿ, ಶಾಸಕಾಂಗ, ಕಾರ್ಯಾಂಗ ಮತ್ತು ನ್ಯಾಯಾಂಗಗಳ ಮೂಲಕ ಸಂವಿಧಾನದ ಆಶಯಗಳನ್ನು ಜಾರಿಗೆ ತರುವ ಮಹತ್ವದ ಅಂಶಗಳನ್ನು ಒಳಗೊಂಡಿವೆ. ಕೇಂದ್ರ ಮತ್ತು ರಾಜ್ಯ ಸರ್ಕಾರಗಳ ವಿಚಾರದಲ್ಲಿ ತತ್ವಗಳನ್ನೂ ಸ್ಪಷ್ಟವಾಗಿ ವಿವರಿಸಲಾಗಿದೆ. ಇದು ಭಾರತದಲ್ಲಿ ವಾಸಿಸುವ ಪ್ರತಿಯೊಬ್ಬ ಪ್ರಜೆಯ ಮೂಲಭೂತ ಹಕ್ಕುಗಳನ್ನು ರಕ್ಷಿಸುವ ವ್ಯವಸ್ಥೆಯನ್ನು ನೀಡುತ್ತದೆ. ಇವುಗಳ ಉಲ್ಲಂಘನೆಯಾದರೆ ನ್ಯಾಯಾಲಯದ ಮೊರೆ ಹೋಗುವ ಅವಕಾಶವೂ ಇದೆ. ನ್ಯಾಯಾಲಯಗಳಲ್ಲಿ ನ್ಯಾಯವನ್ನು ಪಡೆಯಲು ಸರ್ವ ಪ್ರಜೆಗಳಿಗೂ ಸಮಾನ ಅವಕಾಶವನ್ನು ನೀಡಲಾಗಿದೆ. ಅಧಿಕಾರಿಗಳನ್ನು ನೇಮಿಸಿಕೊಳ್ಳುವ ವಿಧಾನವನ್ನು ತಿಳಿಸಲಾಗಿದೆ. ಕೇಂದ್ರ ಹಾಗೂ ರಾಜ್ಯ ಸರ್ಕಾರಗಳ ಬಾಧ್ಯತೆ, ಹಾಗೂ ವಿತ್ತೀಯ ಅಧಿಕಾರಗಳ ಅನ್ವಯಿಸಲಾಗಿದೆ. ಮೂರನೇಯ ಭಾಗವಾದ ಪರಿಚ್ಛೇದಗಳಲ್ಲಿ ನಿರ್ದಿಷ್ಟ ವಿಷಯಕ್ಕೆ ಸಂಬಂಧಿಸಿದ ವಿವರಗಳನ್ನು ನೀಡಲಾಗಿದೆ. bbox=[250, 493, 468, 672]
column-divider bbox=[478, 882, 479, 1502]
paragraph: ಆದರೂ ತಾಯಿಯ ಪ್ರೀತಿ ಮಾತ್ರ ಮರೆಯಲಾಗದು. ಹೆಣ್ಣಾನೆಗಳು ಹೆಚ್ಚಾಗಿ ಕುಟುಂಬದೊಂದಿಗೆ ಇರುತ್ತವೆ. ಅವು ಜೀವನಪೂರ್ತಿ ಒಂದೇ ಕುಟುಂಬದಲ್ಲಿ ಬದುಕುತ್ತವೆ. ಹೆಣ್ಣಾನೆಗಳು 12 ವರ್ಷಕ್ಕೆ ತಾಯಿಯಾಗುವ ಹಂತಕ್ಕೆ ಬರುತ್ತವೆ. ನಾನು ಆನೆಗಳ ಬಗ್ಗೆ ತಿಳಿದುಕೊಂಡದ್ದು ಅಂದು. bbox=[486, 1363, 704, 1417]
paragraph: ಬೆಟ್ಟದ ಬುಡದಲ್ಲಿ ನಿಂತು, ಒಮ್ಮೆ ಮೇಲೆ ನೋಡಿದೆವು. ಎಂಡು ಬೆಟ್ಟದ ಮೇಲೆ, ಕಾಣಿಸಿಕೊಂಡಿತು. ಮುಂದಿನದೆಲ್ಲಾ ರೋಚಕ. ಆನೆ ಹತ್ತಿದ ದಾರಿಯಲ್ಲಿ ನಾವು ಹತ್ತಲು ಶುರು ಮಾಡಿದೆವು. ಕಡಿದಾದ ದಾರಿಯಲ್ಲಿ ಕಾಲಿಡಲೂ ಕಷ್ಟವಾಗಿತ್ತು. bbox=[246, 1031, 474, 1084]
newspaper-logo: ಭೀಮ☸ವಿಜಯ bbox=[391, 7, 589, 51]
quote-section-label: ಅಂಬೇಡ್ಕರಾ ಹೇಳಿದ ಮಾತು bbox=[8, 798, 232, 828]
list-item: 3. ಪರಿಚ್ಛೇದಗಳು. bbox=[264, 405, 321, 417]
paragraph: ಸಂವಿಧಾನದ ಕರಡನ್ನು ಸಿದ್ಧಪಡಿಸಲು ಬಹುಶಃ ಅವರು ಕಾಲೊಂದ ತಿಂಗಳುಗಳ ನಿರಂತರ ಅಧ್ಯಯನ ಮಾಡಿದರು. ಮುಂದಿನ ಎರಡು ವರ್ಷ ದುಡಿದ ಅಂಬೇಡ್ಕರ್, ಅನಾರೋಗ್ಯವಿದ್ದರೂ 1948ರ ವೇಳೆಗೆ ಕರಡನ್ನು ಸಿದ್ಧಪಡಿಸಿದರು. ಅದರ ವರ್ಷದ ನಂತರ ಸಂವಿಧಾನದ ಸಭೆಯಲ್ಲಿ ಅಂಗೀಕರಿಸಲಾಯಿತು. ಮುಂದೆ ಸಂವಿಧಾನದ ಹಸ್ತಪ್ರತಿಯನ್ನು ಬೆಳ್ಳಿ ಪೆಟ್ಟಿಗೆಯಲ್ಲಿಟ್ಟು ಸುರಕ್ಷಿತವಾಗಿ ಇರಿಸಲಾಗಿದೆ. bbox=[480, 615, 710, 697]
lead-column-2 bbox=[250, 325, 468, 804]
book-image-caption: ಕಾಯ್ದೆಯನ್ನು ಸಂವಿಧಾನ ಶಿಲ್ಪಿ ಬಾಬಾಸಾಹೇಬ್ ಅಂಬೇಡ್ಕರ್ ಯಶಸ್ವಿಯಾಗಿ ನಿರ್ವಹಿಸಿದರು. bbox=[250, 297, 468, 322]
paragraph: ಎರಡನೆಯದಾಗಿ ವಿರೋಧ ಪಕ್ಷ ಬಲಿಷ್ಠವಾಗಿರಬೇಕು. ಮೂರನೆಯದಾಗಿ ಕಾನೂನು ಮತ್ತು ಆಡಳಿತದಲ್ಲಿ ಸಮಾನತೆ ಇರಬೇಕು. ಸಂವಿಧಾನಾತ್ಮಕ ನೈತಿಕತೆಯ ಪಾಲನೆ ಅಗತ್ಯ. ಅದು ಪ್ರತ್ಯೇಕಗೊಳ್ಳದ ಸಮಾಜ. ಅದು ಭಾರತೀಯ ಸಮಾಜದ ಜಾತಿ ವ್ಯವಸ್ಥೆಗೆ ಚಿಕಿತ್ಸೆಯಾಗಬೇಕು. bbox=[722, 715, 934, 782]
column-divider bbox=[242, 137, 243, 782]
paragraph: ಅಂಬೇಡ್ಕರ್ ಅವರ ಪ್ರಜಾಪ್ರಭುತ್ವದ ಪರಿಕಲ್ಪನೆಯಲ್ಲಿ ನೈತಿಕತೆಗೆ ಮಹತ್ವದ ಸ್ಥಾನವಿತ್ತು. ಸಂವಿಧಾನಾತ್ಮಕ ನೈತಿಕತೆಯನ್ನು ಜನರು ಪಾಲಿಸದಿದ್ದರೆ ಸಂವಿಧಾನ ಎಷ್ಟೇ ಉತ್ತಮವಾಗಿದ್ದರೂ ಫಲವಿಲ್ಲ ಎಂದು ಅವರು ಹೇಳಿದರು. ಕಾನೂನು ಮತ್ತು ಸುವ್ಯವಸ್ಥೆ ಪ್ರಜಾಪ್ರಭುತ್ವದ ಜೀವಾಳ. ಸಮಾಜದ ಎಲ್ಲಾ ವರ್ಗಗಳಿಗೆ ಸಮಾನ ಅವಕಾಶ ಕಲ್ಪಿಸಿಕೊಡಬೇಕು. bbox=[722, 469, 934, 551]
poster-illustration bbox=[714, 884, 936, 1207]
paragraph: ನಾನು ಹಿಂದುವಾಗಿ ಹುಟ್ಟಿದ್ದೇನೆ ಆದರೆ ಹಿಂದುವಾಗಿ ಸಾಯುವುದಿಲ್ಲ ಎಂದು ಘೋಷಿಸಿ ಬುದ್ಧನ ಮಾರ್ಗ ಹಿಡಿದ. ಶಾಂತಿ ಕರುಣೆ ಪ್ರಜ್ಞೆಯ ತತ್ವಗಳನ್ನು ಅಳವಡಿಸಿಕೊಂಡ. ಲಕ್ಷಾಂತರ ಜನರಿಗೆ ಧಮ್ಮದೀಕ್ಷೆ ನೀಡಿದ. bbox=[10, 1265, 234, 1305]
issue-date: 18ನೇ ಅಕ್ಟೋಬರ್ 2025 bbox=[8, 12, 258, 52]
poster-title: ಪ್ಯಾಂಟಿಕ್ bbox=[784, 950, 836, 970]
